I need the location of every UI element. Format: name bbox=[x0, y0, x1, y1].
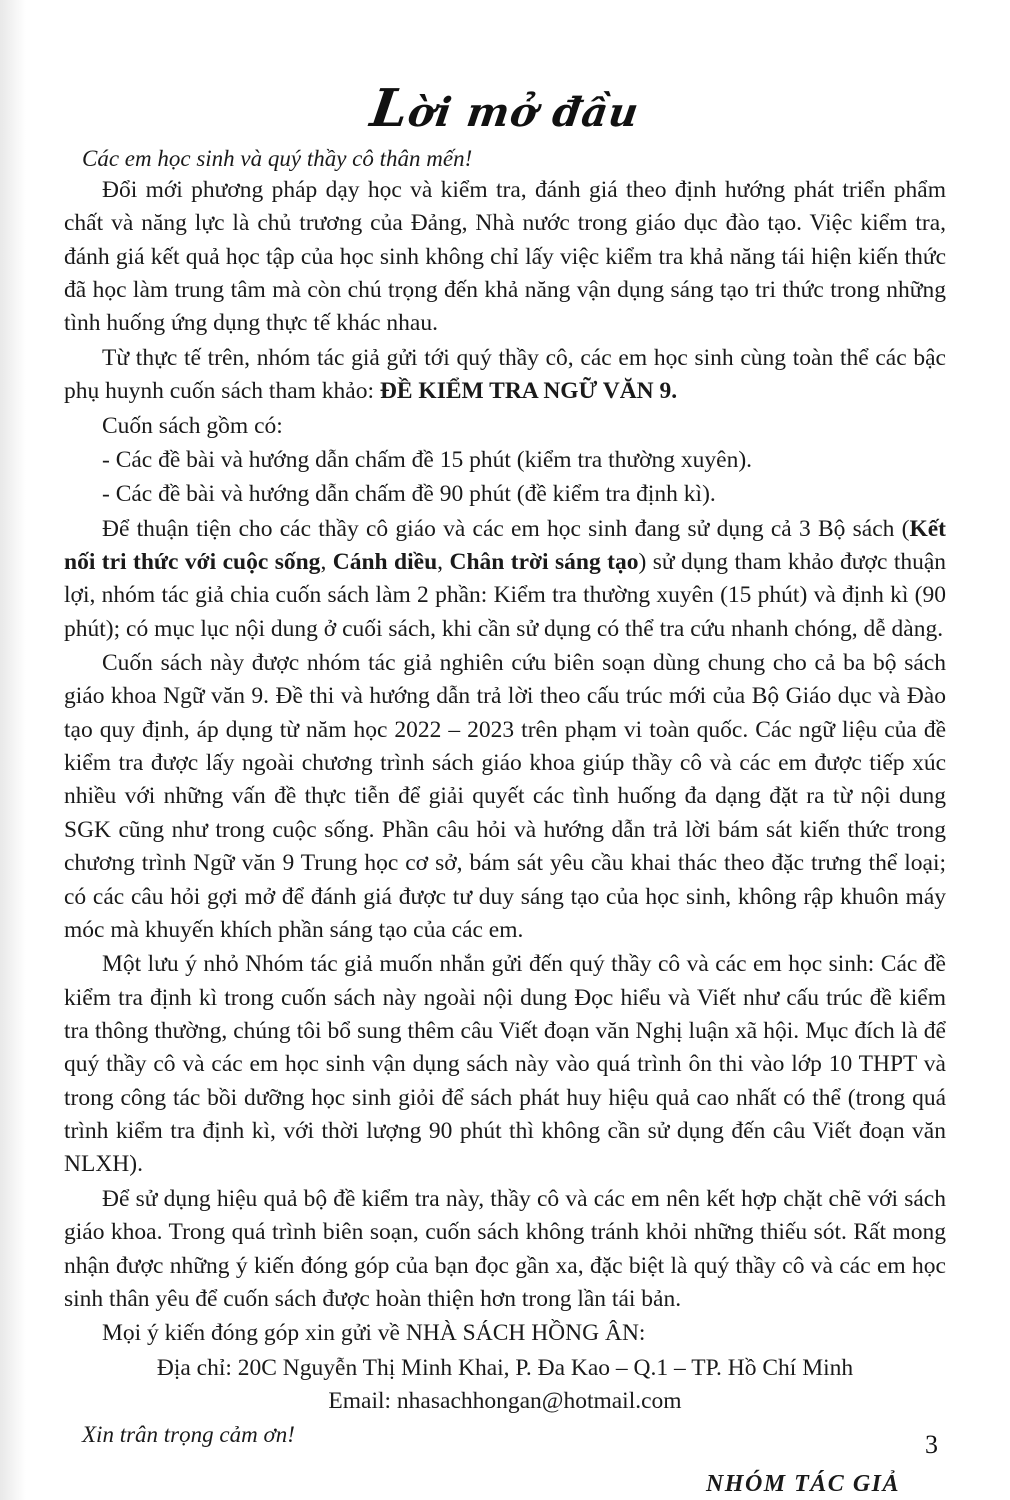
paragraph-about-book: Cuốn sách này được nhóm tác giả nghiên cứu biên soạn dùng chung cho cả ba bộ sách giáo khoa Ngữ văn 9. Đề thi và hướng dẫn trả lời theo cấu trúc mới của Bộ Giáo dục và Đào tạo quy định, áp dụng từ năm học 2022 – 2023 trên phạm vi toàn quốc. Các ngữ liệu của đề kiểm tra được lấy ngoài chương trình sách giáo khoa giúp thầy cô và các em được tiếp xúc nhiều với những vấn đề thực tiễn để giải quyết các tình huống đa dạng đặt ra từ nội dung SGK cũng như trong cuộc sống. Phần câu hỏi và hướng dẫn trả lời bám sát kiến thức trong chương trình Ngữ văn 9 Trung học cơ sở, bám sát yêu cầu khai thác theo đặc trưng thể loại; có các câu hỏi gợi mở để đánh giá được tư duy sáng tạo của học sinh, không rập khuôn máy móc mà khuyến khích phần sáng tạo của các em. bbox=[64, 650, 946, 943]
book-title: ĐỀ KIỂM TRA NGỮ VĂN 9. bbox=[379, 378, 678, 405]
contact-email: Email: nhasachhongan@hotmail.com bbox=[328, 1387, 682, 1414]
series-book-3: Chân trời sáng tạo bbox=[449, 548, 639, 575]
thanks-line: Xin trân trọng cảm ơn! bbox=[82, 1422, 295, 1448]
paragraph-contents-lead: Cuốn sách gồm có: bbox=[102, 412, 283, 439]
paragraph-contents-item-2: - Các đề bài và hướng dẫn chấm đề 90 phút (đề kiểm tra định kì). bbox=[102, 481, 716, 508]
series-book-1: Kết nối tri thức với cuộc sống bbox=[64, 515, 946, 575]
authors-signature: NHÓM TÁC GIẢ bbox=[705, 1471, 900, 1498]
page-number: 3 bbox=[925, 1430, 938, 1459]
page-edge-shading bbox=[0, 0, 26, 1500]
salutation: Các em học sinh và quý thầy cô thân mến! bbox=[82, 146, 473, 171]
paragraph-book-reference-text: Từ thực tế trên, nhóm tác giả gửi tới quý thầy cô, các em học sinh cùng toàn thể các bậc phụ huynh cuốn sách tham khảo: bbox=[64, 344, 946, 405]
title-first-letter: L bbox=[366, 78, 414, 139]
series-book-2: Cánh diều bbox=[332, 548, 438, 575]
paragraph-contents-item-1: - Các đề bài và hướng dẫn chấm đề 15 phút (kiểm tra thường xuyên). bbox=[102, 446, 753, 473]
series-tail: ) sử dụng tham khảo được thuận lợi, nhóm tác giả chia cuốn sách làm 2 phần: Kiểm tra thường xuyên (15 phút) và định kì (90 phút); có mục lục nội dung ở cuối sách, khi cần sử dụng có thể tra cứu nhanh chóng, dễ dàng. bbox=[64, 548, 947, 642]
series-sep-2: , bbox=[437, 548, 450, 575]
paragraph-closing-note: Để sử dụng hiệu quả bộ đề kiểm tra này, thầy cô và các em nên kết hợp chặt chẽ với sách giáo khoa. Trong quá trình biên soạn, cuốn sách không tránh khỏi những thiếu sót. Rất mong nhận được những ý kiến đóng góp của bạn đọc gần xa, đặc biệt là quý thầy cô và các em học sinh thân yêu để cuốn sách được hoàn thiện hơn trong lần tái bản. bbox=[64, 1185, 946, 1312]
paragraph-book-reference bbox=[64, 342, 946, 409]
series-sep-1: , bbox=[320, 548, 333, 575]
paragraph-note: Một lưu ý nhỏ Nhóm tác giả muốn nhắn gửi đến quý thầy cô và các em học sinh: Các đề kiểm tra định kì trong cuốn sách này ngoài nội dung Đọc hiểu và Viết như cấu trúc đề kiểm tra thông thường, chúng tôi bổ sung thêm câu Viết đoạn văn Nghị luận xã hội. Mục đích là để quý thầy cô và các em học sinh vận dụng sách này vào quá trình ôn thi vào lớp 10 THPT và trong công tác bồi dưỡng học sinh giỏi để sách phát huy hiệu quả cao nhất có thể (trong quá trình kiểm tra định kì, với thời lượng 90 phút thì không cần sử dụng đến câu Viết đoạn văn NLXH). bbox=[64, 951, 946, 1178]
page-title bbox=[60, 78, 949, 139]
contact-address: Địa chỉ: 20C Nguyễn Thị Minh Khai, P. Đa Kao – Q.1 – TP. Hồ Chí Minh bbox=[156, 1354, 854, 1381]
series-lead: Để thuận tiện cho các thầy cô giáo và các em học sinh đang sử dụng cả 3 Bộ sách ( bbox=[102, 515, 910, 542]
contact-intro: Mọi ý kiến đóng góp xin gửi về NHÀ SÁCH HỒNG ÂN: bbox=[102, 1320, 646, 1347]
paragraph-book-series bbox=[64, 513, 946, 646]
paragraph-intro: Đổi mới phương pháp dạy học và kiểm tra, đánh giá theo định hướng phát triển phẩm chất và năng lực là chủ trương của Đảng, Nhà nước trong giáo dục đào tạo. Việc kiểm tra, đánh giá kết quả học tập của học sinh không chỉ lấy việc kiểm tra khả năng tái hiện kiến thức đã học làm trung tâm mà còn chú trọng đến khả năng vận dụng sáng tạo tri thức trong những tình huống ứng dụng thực tế khác nhau. bbox=[64, 177, 946, 337]
title-rest: ời mở đầu bbox=[404, 89, 643, 136]
